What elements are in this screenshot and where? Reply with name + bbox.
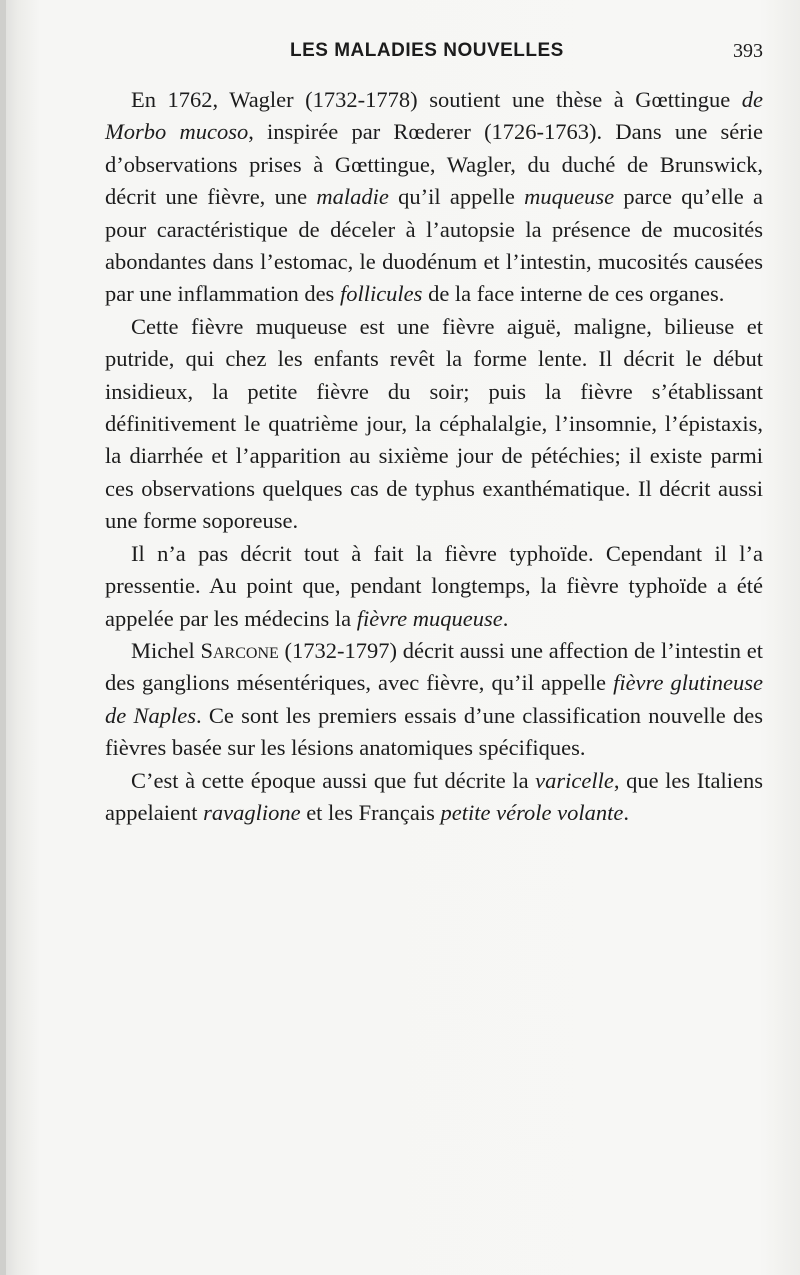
small-caps-run: Sarcone <box>200 637 279 663</box>
paragraph-varicelle <box>105 765 763 830</box>
text-run: , que les Italiens appelaient <box>105 767 763 825</box>
text-run: , inspirée par Rœderer (1726-1763). Dans une série d’observations prises à Gœttingue, Wagler, du duché de Brunswick, décrit une fièvre, une <box>105 119 763 210</box>
text-run: C’est à cette époque aussi que fut décrite la <box>131 767 536 793</box>
text-run: (1732-1797) décrit aussi une affection de l’intestin et des ganglions mésentériques, avec fièvre, qu’il appelle <box>105 637 763 696</box>
text-run: En 1762, Wagler (1732-1778) soutient une thèse à Gœttingue <box>131 87 742 112</box>
paragraph-typhoide <box>105 538 763 635</box>
page-number: 393 <box>733 40 763 62</box>
text-run: Michel <box>131 637 201 663</box>
page-header <box>105 40 763 70</box>
italic-run: ravaglione <box>203 799 301 825</box>
italic-run: de Morbo mucoso <box>105 87 763 145</box>
text-run: qu’il appelle <box>388 184 525 210</box>
text-run: . Ce sont les premiers essais d’une classification nouvelle des fièvres basée sur les lésions anatomiques spécifiques. <box>105 702 763 761</box>
italic-run: fièvre glutineuse de Naples <box>105 670 763 728</box>
text-run: Il n’a pas décrit tout à fait la fièvre typhoïde. Cependant il l’a pressentie. Au point que, pendant longtemps, la fièvre typhoïde a été appelée par les médecins la <box>105 540 763 631</box>
italic-run: maladie <box>316 184 389 210</box>
italic-run: fièvre muqueuse <box>356 605 503 631</box>
text-run: parce qu’elle a pour caractéristique de déceler à l’autopsie la présence de mucosités abondantes dans l’estomac, le duodénum et l’intestin, mucosités causées par une inflammation des <box>105 184 763 307</box>
paragraph-wagler <box>105 84 763 311</box>
italic-run: varicelle <box>535 767 614 793</box>
page-edge-shadow <box>0 0 6 1275</box>
running-title: LES MALADIES NOUVELLES <box>290 40 564 61</box>
paragraph-sarcone <box>105 635 763 765</box>
text-run: . <box>502 605 509 631</box>
italic-run: follicules <box>339 281 423 307</box>
text-run: de la face interne de ces organes. <box>422 281 725 307</box>
paragraph-fievre-muqueuse: Cette fièvre muqueuse est une fièvre aiguë, maligne, bilieuse et putride, qui chez les enfants revêt la forme lente. Il décrit le début insidieux, la petite fièvre du soir; puis la fièvre s’établissant définitivement le quatrième jour, la céphalalgie, l’insomnie, l’épistaxis, la diarrhée et l’apparition au sixième jour de pétéchies; il existe parmi ces observations quelques cas de typhus exanthématique. Il décrit aussi une forme soporeuse. <box>105 313 763 534</box>
italic-run: muqueuse <box>524 184 615 210</box>
italic-run: petite vérole volante <box>440 799 624 825</box>
text-run: et les Français <box>300 799 441 825</box>
body-text <box>105 84 763 829</box>
text-run: . <box>623 799 629 825</box>
